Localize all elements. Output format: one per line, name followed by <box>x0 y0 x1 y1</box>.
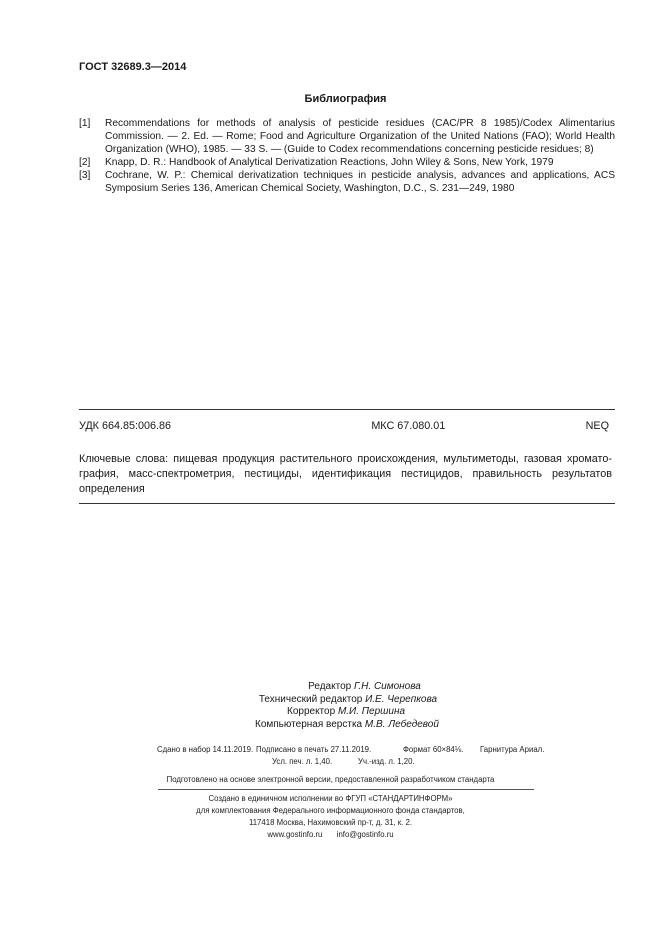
bibliography-list <box>79 117 615 195</box>
reference-number: [1] <box>79 118 91 129</box>
staff-credits <box>255 681 439 731</box>
corrector-line <box>255 706 439 719</box>
website-link[interactable]: www.gostinfo.ru <box>267 830 323 839</box>
reference-number: [2] <box>79 157 91 168</box>
prepared-note: Подготовлено на основе электронной версии, предоставленной разработчиком стандарта <box>166 775 495 784</box>
corrector-name: М.И. Першина <box>337 706 406 717</box>
editor-label: Редактор <box>308 681 352 692</box>
created-note: Создано в единичном исполнении во ФГУП «СТАНДАРТИНФОРМ» <box>208 794 453 803</box>
print-sheets: Усл. печ. л. 1,40. <box>272 757 333 766</box>
publisher-address: 117418 Москва, Нахимовский пр-т, д. 31, к. 2. <box>248 818 413 827</box>
contacts-line <box>0 830 661 839</box>
keywords-paragraph: Ключевые слова: пищевая продукция растительного происхождения, мультиметоды, газовая хроматография, масс-спектрометрия, пестициды, идентификация пестицидов, правильность результатов определения <box>79 453 612 495</box>
mks-code: МКС 67.080.01 <box>371 420 446 432</box>
reference-number: [3] <box>79 170 91 181</box>
signed-for-print: Подписано в печать 27.11.2019. <box>256 745 372 754</box>
reference-item <box>79 117 615 156</box>
reference-text: Cochrane, W. P.: Chemical derivatization techniques in pesticide analysis, advances and applications, ACS Symposium Series 136, American Chemical Society, Washington, D.C., S. 231—249, 1980 <box>105 170 615 194</box>
typeface: Гарнитура Ариал. <box>480 745 545 754</box>
tech-editor-name: И.Е. Черепкова <box>365 693 438 705</box>
classification-row <box>79 420 609 432</box>
neq-label: NEQ <box>585 420 609 432</box>
standard-number: ГОСТ 32689.3—2014 <box>79 61 187 73</box>
bottom-divider <box>79 503 615 504</box>
layout-label: Компьютерная верстка <box>255 718 363 730</box>
paper-format: Формат 60×84⅛. <box>403 745 464 754</box>
bibliography-title: Библиография <box>304 93 387 105</box>
publishing-sheets: Уч.-изд. л. 1,20. <box>358 757 415 766</box>
reference-item <box>79 156 615 169</box>
corrector-label: Корректор <box>287 706 336 717</box>
tech-editor-label: Технический редактор <box>258 693 363 705</box>
reference-item <box>79 169 615 195</box>
layout-line <box>255 719 439 732</box>
purpose-note: для комплектования Федерального информационного фонда стандартов, <box>196 806 465 815</box>
layout-name: М.В. Лебедевой <box>364 718 439 730</box>
top-divider <box>79 409 615 410</box>
tech-editor-line <box>255 694 439 707</box>
editor-name: Г.Н. Симонова <box>353 681 421 692</box>
sent-to-typeset: Сдано в набор 14.11.2019. <box>157 745 254 754</box>
imprint-divider <box>158 789 534 790</box>
udk-code: УДК 664.85:006.86 <box>79 420 172 432</box>
email-link[interactable]: info@gostinfo.ru <box>336 830 394 839</box>
reference-text: Recommendations for methods of analysis of pesticide residues (CAC/PR 8 1985)/Codex Alimentarius Commission. — 2. Ed. — Rome; Food and Agriculture Organization of the United Nations (FAO); World Health Organization (WHO), 1985. — 33 S. — (Guide to Codex recommendations concerning pesticide residues; 8) <box>105 118 615 155</box>
editor-line <box>255 681 439 694</box>
reference-text: Knapp, D. R.: Handbook of Analytical Derivatization Reactions, John Wiley & Sons, New York, 1979 <box>105 157 554 168</box>
